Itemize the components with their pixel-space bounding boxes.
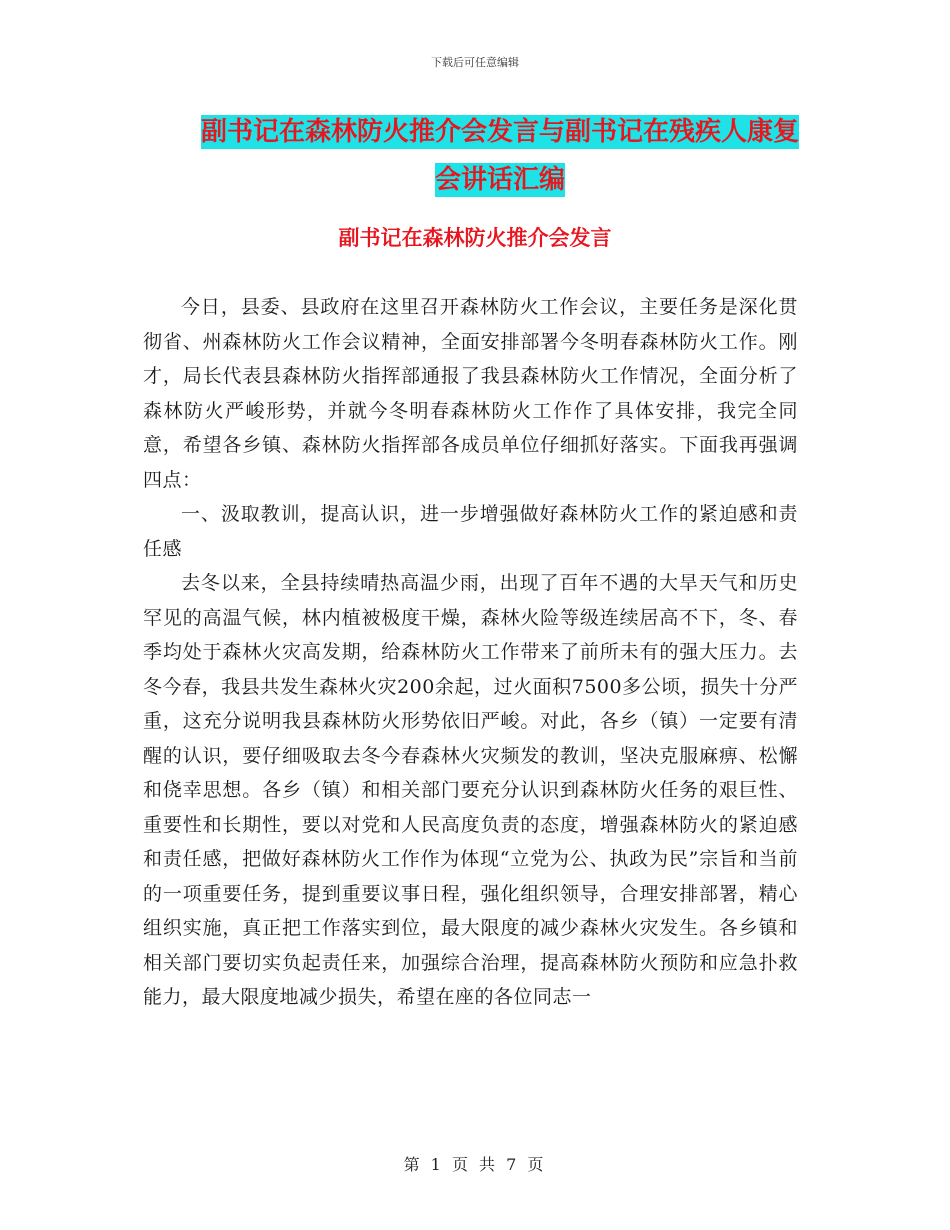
document-body	[143, 290, 798, 1015]
document-title-line1: 副书记在森林防火推介会发言与副书记在残疾人康复	[200, 117, 799, 147]
header-note: 下载后可任意编辑	[431, 56, 519, 69]
paragraph-body-one: 去冬以来，全县持续晴热高温少雨，出现了百年不遇的大旱天气和历史罕见的高温气候，林内植被极度干燥，森林火险等级连续居高不下，冬、春季均处于森林火灾高发期，给森林防火工作带来了前所未有的强大压力。去冬今春，我县共发生森林火灾200余起，过火面积7500多公顷，损失十分严重，这充分说明我县森林防火形势依旧严峻。对此，各乡（镇）一定要有清醒的认识，要仔细吸取去冬今春森林火灾频发的教训，坚决克服麻痹、松懈和侥幸思想。各乡（镇）和相关部门要充分认识到森林防火任务的艰巨性、重要性和长期性，要以对党和人民高度负责的态度，增强森林防火的紧迫感和责任感，把做好森林防火工作作为体现“立党为公、执政为民”宗旨和当前的一项重要任务，提到重要议事日程，强化组织领导，合理安排部署，精心组织实施，真正把工作落实到位，最大限度的减少森林火灾发生。各乡镇和相关部门要切实负起责任来，加强综合治理，提高森林防火预防和应急扑救能力，最大限度地减少损失，希望在座的各位同志一	[143, 572, 798, 1008]
document-title-line2: 会讲话汇编	[434, 165, 565, 195]
paragraph-heading-one: 一、汲取教训，提高认识，进一步增强做好森林防火工作的紧迫感和责任感	[143, 503, 798, 560]
paragraph-intro: 今日，县委、县政府在这里召开森林防火工作会议，主要任务是深化贯彻省、州森林防火工作会议精神，全面安排部署今冬明春森林防火工作。刚才，局长代表县森林防火指挥部通报了我县森林防火工作情况，全面分析了森林防火严峻形势，并就今冬明春森林防火工作作了具体安排，我完全同意，希望各乡镇、森林防火指挥部各成员单位仔细抓好落实。下面我再强调四点：	[143, 296, 798, 491]
page-number: 第 1 页 共 7 页	[403, 1155, 547, 1174]
document-title	[150, 108, 850, 204]
section-title: 副书记在森林防火推介会发言	[338, 226, 612, 250]
